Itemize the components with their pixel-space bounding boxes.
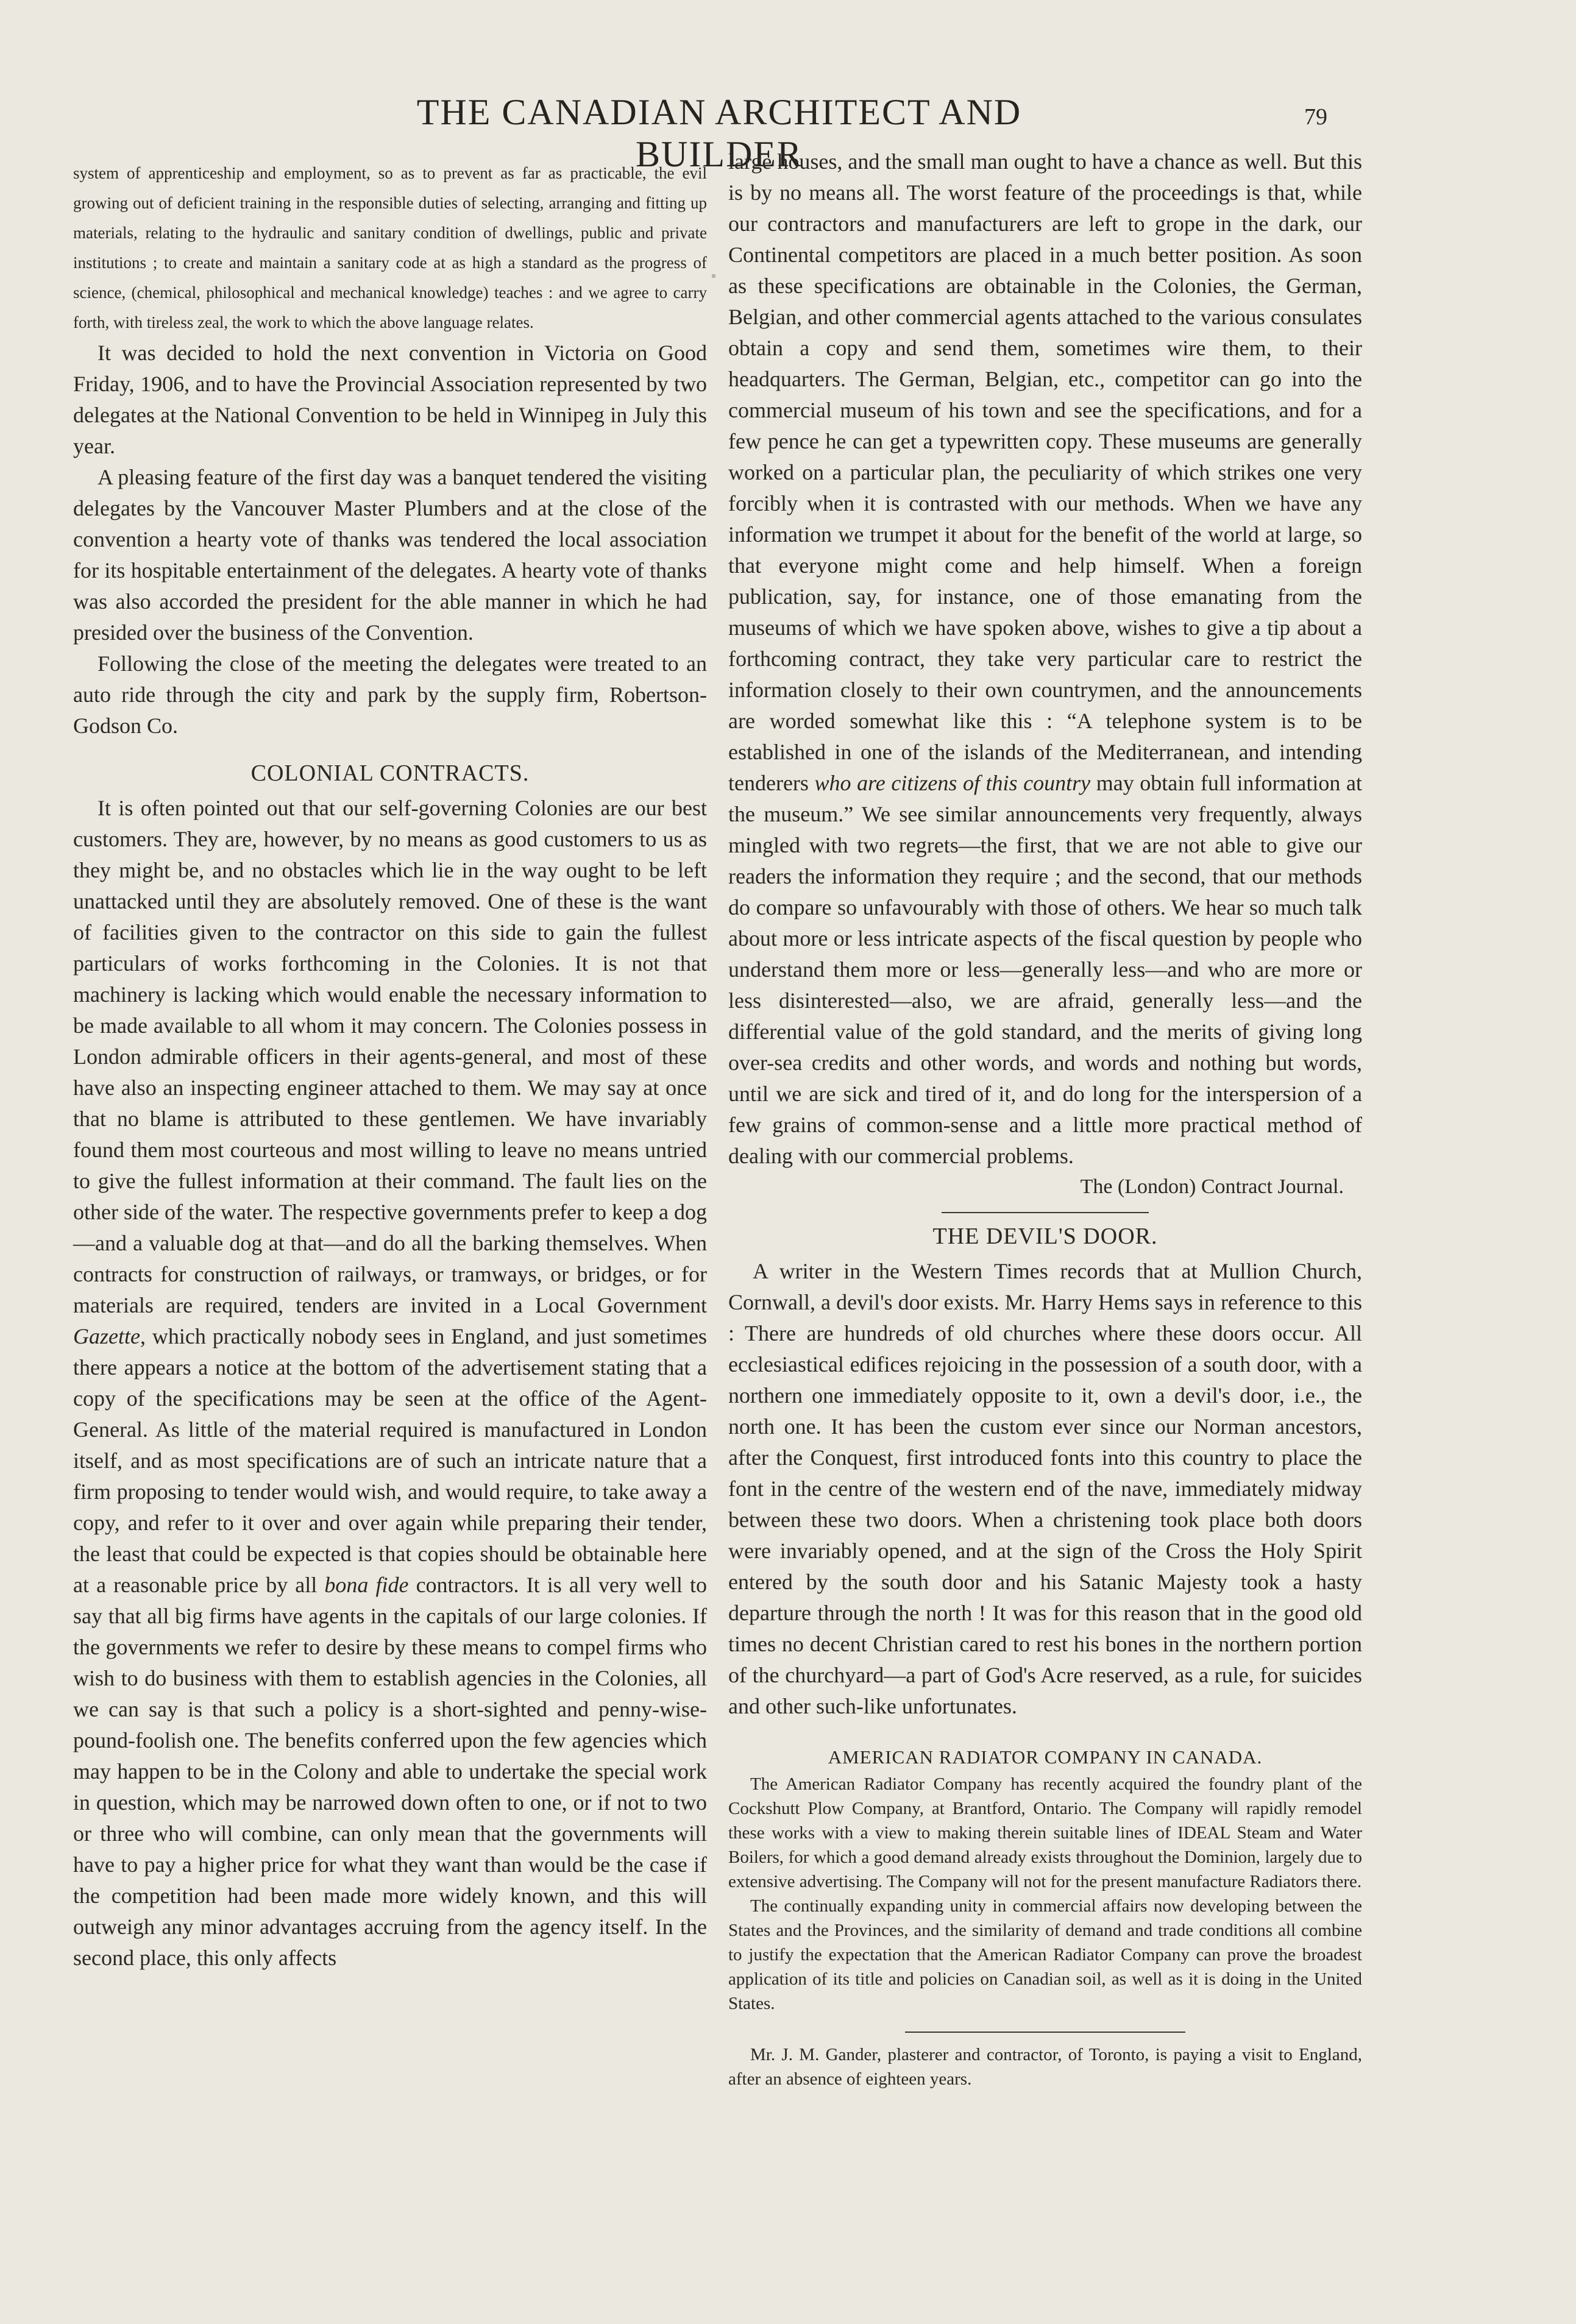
devils-door-title: THE DEVIL'S DOOR. [932, 1224, 1158, 1249]
bona-fide-italic: bona fide [324, 1573, 409, 1597]
citizens-italic: who are citizens of this country [814, 771, 1091, 795]
devils-door-paragraph: A writer in the Western Times records that at Mullion Church, Cornwall, a devil's door exists. Mr. Harry Hems says in reference to this : There are hundreds of old churches where these doors occur. All ecclesiastical edifices rejoicing in the possession of a south door, with a northern one immediately opposite to it, own a devil's door, i.e., the north one. It has been the custom ever since our Norman ancestors, after the Conquest, first introduced fonts into this country to place the font in the centre of the western end of the nave, immediately midway between these two doors. When a christening took place both doors were invariably opened, and at the sign of the Cross the Holy Spirit entered by the south door and his Satanic Majesty took a hasty departure through the north ! It was for this reason that in the good old times no decent Christian cared to rest his bones in the northern portion of the churchyard—a part of God's Acre reserved, as a rule, for suicides and other such-like unfortunates. [728, 1259, 1362, 1718]
colonial-text-part-3: contractors. It is all very well to say that all big firms have agents in the capitals of our large colonies. If the governments we refer to desire by these means to compel firms who wish to do business with them to establish agencies in the Colonies, all we can say is that such a policy is a short-sighted and penny-wise-pound-foolish one. The benefits conferred upon the few agencies which may happen to be in the Colony and able to undertake the special work in question, which may be narrowed down often to one, or if not to two or three who will combine, can only mean that the governments will have to pay a higher price for what they want than would be the case if the competition had been made more widely known, and this will outweigh any minor advantages accruing from the agency itself. In the second place, this only affects [73, 1573, 708, 1970]
apprenticeship-text: system of apprenticeship and employment, so as to prevent as far as practicable, the evil growing out of deficient training in the responsible duties of selecting, arranging and fitting up materials, relating to the hydraulic and sanitary condition of dwellings, public and private institutions ; to create and maintain a sanitary code at as high a standard as the progress of science, (chemical, philosophical and mechanical knowledge) teaches : and we agree to carry forth, with tireless zeal, the work to which the above language relates. [73, 164, 707, 331]
gander-notice: Mr. J. M. Gander, plasterer and contractor, of Toronto, is paying a visit to England, after an absence of eighteen years. [728, 2045, 1362, 2089]
colonial-text-part-2: , which practically nobody sees in England, and just sometimes there appears a notice at the bottom of the advertisement stating that a copy of the specifications may be seen at the office of the Agent-General. As little of the material required is manufactured in London itself, and as most specifications are of such an intricate nature that a firm proposing to tender would wish, and would require, to take away a copy, and refer to it over and over again while preparing their tender, the least that could be expected is that copies should be obtainable here at a reasonable price by all [73, 1324, 707, 1597]
section-divider-2 [905, 2032, 1185, 2033]
continued-text-part-1: large houses, and the small man ought to have a chance as well. But this is by no means all. The worst feature of the proceedings is that, while our contractors and manufacturers are left to grope in the dark, our Continental competitors are placed in a much better position. As soon as these specifications are obtainable in the Colonies, the German, Belgian, and other commercial agents attached to the various consulates obtain a copy and send them, sometimes wire them, to their headquarters. The German, Belgian, etc., competitor can go into the commercial museum of his town and see the specifications, and for a few pence he can get a typewritten copy. These museums are generally worked on a particular plan, the peculiarity of which strikes one very forcibly when it is contrasted with our methods. When we have any information we trumpet it about for the benefit of the world at large, so that everyone might come and help himself. When a foreign publication, say, for instance, one of those emanating from the museums of which we have spoken above, wishes to give a tip about a forthcoming contract, they take very particular care to restrict the information closely to their own countrymen, and the announcements are worded somewhat like this : “A telephone system is to be established in one of the islands of the Mediterranean, and intending tenderers [728, 149, 1362, 795]
page-header-title: THE CANADIAN ARCHITECT AND BUILDER [416, 92, 1022, 174]
article-attribution: The (London) Contract Journal. [1080, 1175, 1344, 1198]
right-column [728, 146, 1362, 2091]
american-radiator-title: AMERICAN RADIATOR COMPANY IN CANADA. [828, 1746, 1263, 1768]
radiator-paragraph-1: The American Radiator Company has recently acquired the foundry plant of the Cockshutt Plow Company, at Brantford, Ontario. The Company will rapidly remodel these works with a view to making therein suitable lines of IDEAL Steam and Water Boilers, for which a good demand already exists throughout the Dominion, largely due to extensive advertising. The Company will not for the present manufacture Radiators there. [728, 1774, 1362, 1891]
colonial-contracts-paragraph [73, 793, 707, 1974]
auto-ride-paragraph: Following the close of the meeting the delegates were treated to an auto ride through the city and park by the supply firm, Robertson-Godson Co. [73, 651, 707, 738]
colonial-contracts-title: COLONIAL CONTRACTS. [250, 760, 530, 786]
section-divider [942, 1212, 1149, 1213]
radiator-paragraph-2: The continually expanding unity in commercial affairs now developing between the States and the Provinces, and the similarity of demand and trade conditions all combine to justify the expectation that the American Radiator Company can prove the broadest application of its title and policies on Canadian soil, as well as it is doing in the United States. [728, 1896, 1362, 2013]
colonial-text-part-1: It is often pointed out that our self-governing Colonies are our best customers. They are, however, by no means as good customers to us as they might be, and no obstacles which lie in the way ought to be left unattacked until they are absolutely removed. One of these is the want of facilities given to the contractor on this side to gain the fullest particulars of works forthcoming in the Colonies. It is not that machinery is lacking which would enable the necessary information to be made available to all whom it may concern. The Colonies possess in London admirable officers in their agents-general, and most of these have also an inspecting engineer attached to them. We may say at once that no blame is attributed to these gentlemen. We have invariably found them most courteous and most willing to leave no means untried to give the fullest information at their command. The fault lies on the other side of the water. The respective governments prefer to keep a dog—and a valuable dog at that—and do all the barking themselves. When contracts for construction of railways, or tramways, or bridges, or for materials are required, tenders are invited in a Local Government [73, 796, 707, 1317]
gazette-italic: Gazette [73, 1324, 140, 1348]
continued-text-part-2: may obtain full information at the museum.” We see similar announcements very frequently, always mingled with two regrets—the first, that we are not able to give our readers the information they require ; and the second, that our methods do compare so unfavourably with those of others. We hear so much talk about more or less intricate aspects of the fiscal question by people who understand them more or less—generally less—and who are more or less disinterested—also, we are afraid, generally less—and the differential value of the gold standard, and the merits of giving long over-sea credits and other words, and words and nothing but words, until we are sick and tired of it, and do long for the interspersion of a few grains of common-sense and a little more practical method of dealing with our commercial problems. [728, 771, 1362, 1168]
left-column [73, 146, 707, 1974]
page-speck [712, 274, 715, 278]
convention-paragraph: It was decided to hold the next convention in Victoria on Good Friday, 1906, and to have the Provincial Association represented by two delegates at the National Convention to be held in Winnipeg in July this year. [73, 341, 707, 458]
banquet-paragraph: A pleasing feature of the first day was a banquet tendered the visiting delegates by the Vancouver Master Plumbers and at the close of the convention a hearty vote of thanks was tendered the local association for its hospitable entertainment of the delegates. A hearty vote of thanks was also accorded the president for the able manner in which he had presided over the business of the Convention. [73, 465, 707, 645]
page-number: 79 [1304, 104, 1327, 130]
colonial-continued-paragraph [728, 146, 1362, 1172]
